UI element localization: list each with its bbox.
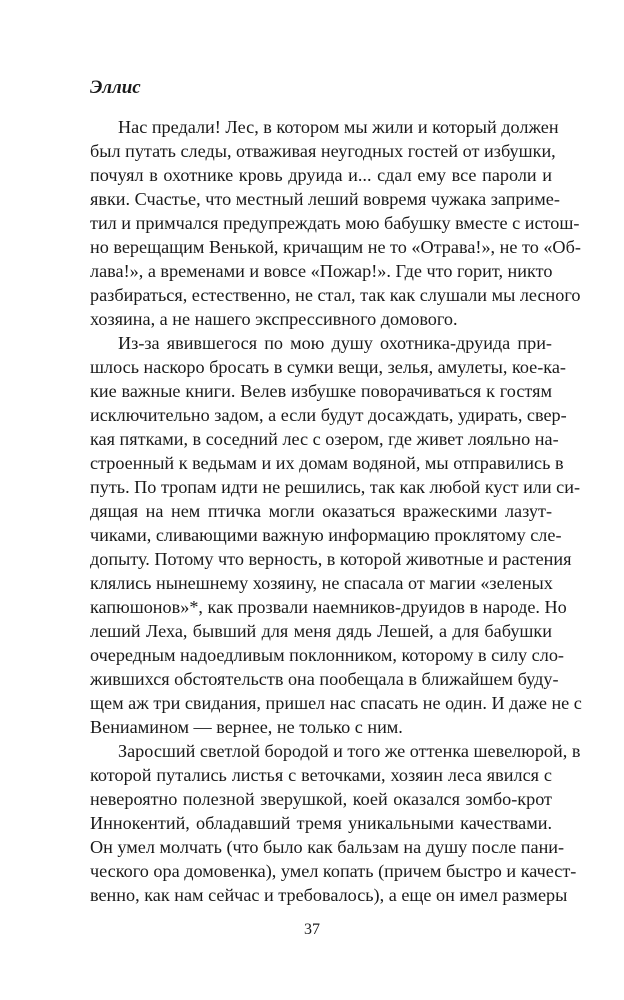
text-line: Из-за явившегося по мою душу охотника-друида при-: [118, 333, 552, 353]
text-line: кие важные книги. Велев избушке поворачиваться к гостям: [90, 381, 552, 401]
text-line: очередным надоедливым поклонником, которому в силу сло-: [90, 645, 564, 665]
text-line: тил и примчался предупреждать мою бабушку вместе с истош-: [90, 213, 580, 233]
text-line: но верещащим Венькой, кричащим не то «Отрава!», не то «Об-: [90, 237, 581, 257]
text-line: Нас предали! Лес, в котором мы жили и который должен: [118, 117, 559, 137]
text-line: капюшонов»*, как прозвали наемников-друидов в народе. Но: [90, 597, 567, 617]
text-line: кая пятками, в соседний лес с озером, где живет лояльно на-: [90, 429, 559, 449]
text-line: исключительно задом, а если будут досаждать, удирать, свер-: [90, 405, 567, 425]
chapter-heading: Эллис: [90, 77, 141, 98]
text-line: хозяина, а не нашего экспрессивного домового.: [90, 309, 458, 329]
text-line: леший Леха, бывший для меня дядь Лешей, а для бабушки: [90, 621, 552, 641]
text-line: Иннокентий, обладавший тремя уникальными качествами.: [90, 813, 552, 833]
text-line: строенный к ведьмам и их домам водяной, мы отправились в: [90, 453, 564, 473]
text-line: венно, как нам сейчас и требовалось), а еще он имел размеры: [90, 885, 568, 905]
text-line: дящая на нем птичка могли оказаться вражескими лазут-: [90, 501, 552, 521]
text-line: явки. Счастье, что местный леший вовремя чужака заприме-: [90, 189, 560, 209]
text-line: ческого ора домовенка), умел копать (причем быстро и качест-: [90, 861, 577, 881]
text-line: Он умел молчать (что было как бальзам на душу после пани-: [90, 837, 565, 857]
text-line: которой путались листья с веточками, хозяин леса явился с: [90, 765, 552, 785]
text-line: был путать следы, отваживая неугодных гостей от избушки,: [90, 141, 556, 161]
text-line: невероятно полезной зверушкой, коей оказался зомбо-крот: [90, 789, 552, 809]
text-line: Вениамином — вернее, не только с ним.: [90, 717, 403, 737]
text-line: жившихся обстоятельств она пообещала в ближайшем буду-: [90, 669, 559, 689]
text-line: клялись нынешнему хозяину, не спасала от магии «зеленых: [90, 573, 553, 593]
text-line: щем аж три свидания, пришел нас спасать не один. И даже не с: [90, 693, 582, 713]
text-line: Заросший светлой бородой и того же оттенка шевелюрой, в: [118, 741, 581, 761]
text-line: лава!», а временами и вовсе «Пожар!». Где что горит, никто: [90, 261, 553, 281]
text-line: путь. По тропам идти не решились, так как любой куст или си-: [90, 477, 581, 497]
page-number: 37: [304, 921, 320, 938]
text-line: шлось наскоро бросать в сумки вещи, зелья, амулеты, кое-ка-: [90, 357, 566, 377]
text-line: чиками, сливающими важную информацию проклятому сле-: [90, 525, 562, 545]
text-line: почуял в охотнике кровь друида и... сдал ему все пароли и: [90, 165, 552, 185]
text-line: разбираться, естественно, не стал, так как слушали мы лесного: [90, 285, 581, 305]
text-line: допыту. Потому что верность, в которой животные и растения: [90, 549, 572, 569]
